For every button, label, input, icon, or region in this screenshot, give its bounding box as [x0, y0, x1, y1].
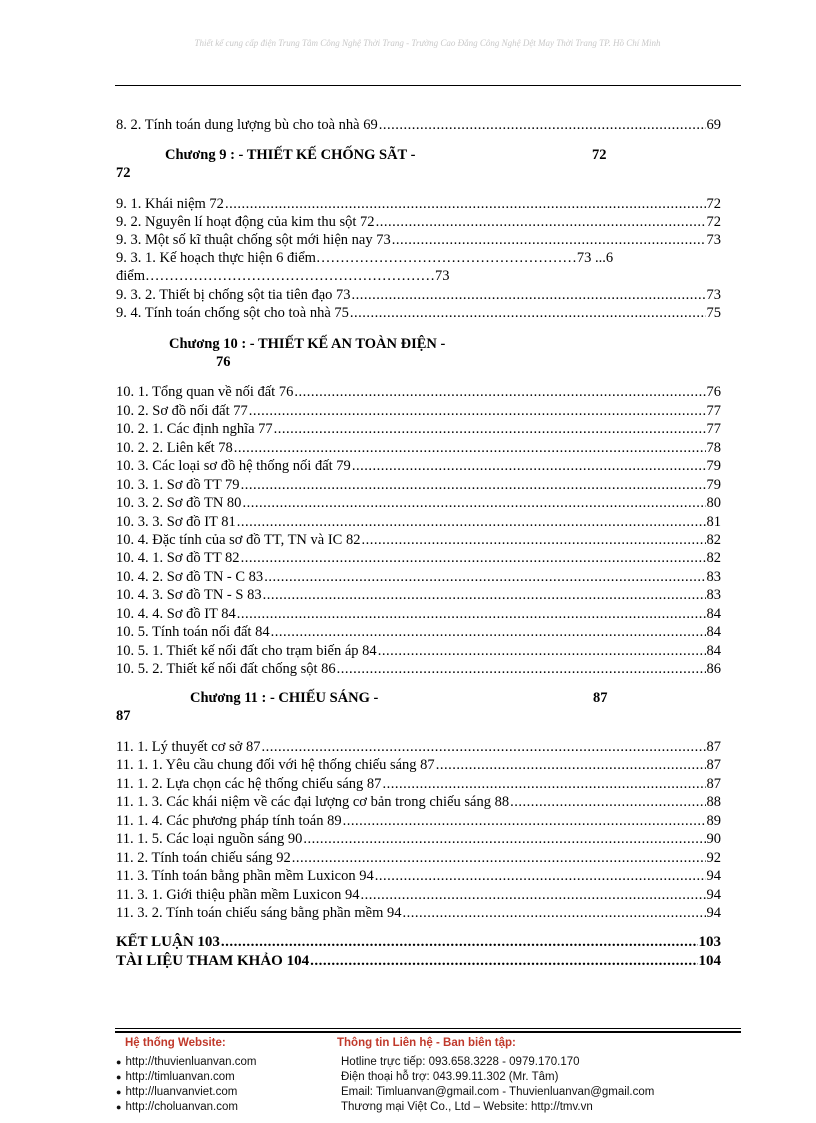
website-link[interactable]: ● http://thuvienluanvan.com [116, 1056, 257, 1068]
toc-entry-10-4-1[interactable]: 10. 4. 1. Sơ đồ TT 82 ..... 82 [116, 549, 721, 567]
chapter-10-page: 76 [216, 354, 231, 370]
footer-website-list [116, 1055, 257, 1115]
toc-entry-10-2-2[interactable]: 10. 2. 2. Liên kết 78 ..... 78 [116, 439, 721, 457]
website-link[interactable]: ● http://timluanvan.com [116, 1071, 235, 1083]
website-link[interactable]: ● http://choluanvan.com [116, 1101, 238, 1113]
toc-entry-10-4-3[interactable]: 10. 4. 3. Sơ đồ TN - S 83 ..... 83 [116, 586, 721, 604]
bullet-icon: ● [116, 1087, 122, 1097]
toc-entry-11-1-5[interactable]: 11. 1. 5. Các loại nguồn sáng 90 ..... 90 [116, 830, 721, 848]
toc-entry-9-3-1-line1[interactable]: 9. 3. 1. Kế hoạch thực hiện 6 điểm………………………………………………73 ...6 [116, 250, 614, 266]
toc-entry-ket-luan[interactable]: KẾT LUẬN 103 ..... 103 [116, 933, 721, 951]
footer-divider-thick [115, 1031, 741, 1033]
toc-entry-10-5-1[interactable]: 10. 5. 1. Thiết kế nối đất cho trạm biến áp 84 ..... 84 [116, 642, 721, 660]
bullet-icon: ● [116, 1057, 122, 1067]
chapter-9-page: 72 [592, 147, 607, 163]
chapter-11-page: 87 [593, 690, 608, 706]
page-header: Thiết kế cung cấp điện Trung Tâm Công Nghệ Thời Trang - Trường Cao Đẳng Công Nghệ Dệt May Thời Trang TP. Hồ Chí Minh [194, 38, 661, 48]
website-link[interactable]: ● http://luanvanviet.com [116, 1086, 238, 1098]
toc-entry-10-4-4[interactable]: 10. 4. 4. Sơ đồ IT 84 ..... 84 [116, 605, 721, 623]
toc-entry-9-2[interactable]: 9. 2. Nguyên lí hoạt động của kim thu sột 72 ..... 72 [116, 213, 721, 231]
toc-entry-11-3[interactable]: 11. 3. Tính toán bằng phần mềm Luxicon 94 ..... 94 [116, 867, 721, 885]
toc-entry-9-4[interactable]: 9. 4. Tính toán chống sột cho toà nhà 75 ..... 75 [116, 304, 721, 322]
toc-entry-10-4-2[interactable]: 10. 4. 2. Sơ đồ TN - C 83 ..... 83 [116, 568, 721, 586]
toc-entry-11-1[interactable]: 11. 1. Lý thuyết cơ sở 87 ..... 87 [116, 738, 721, 756]
toc-entry-10-3-2[interactable]: 10. 3. 2. Sơ đồ TN 80 ..... 80 [116, 494, 721, 512]
toc-entry-9-1[interactable]: 9. 1. Khái niệm 72 ..... 72 [116, 195, 721, 213]
toc-entry-10-1[interactable]: 10. 1. Tổng quan về nối đất 76 ..... 76 [116, 383, 721, 401]
footer-contact-heading: Thông tin Liên hệ - Ban biên tập: [337, 1037, 516, 1049]
toc-entry-11-1-4[interactable]: 11. 1. 4. Các phương pháp tính toán 89 ..... 89 [116, 812, 721, 830]
toc-entry-9-3-2[interactable]: 9. 3. 2. Thiết bị chống sột tia tiên đạo 73 ..... 73 [116, 286, 721, 304]
bullet-icon: ● [116, 1072, 122, 1082]
toc-entry-11-1-2[interactable]: 11. 1. 2. Lựa chọn các hệ thống chiếu sáng 87 ..... 87 [116, 775, 721, 793]
bullet-icon: ● [116, 1102, 122, 1112]
contact-phone: Điện thoại hỗ trợ: 043.99.11.302 (Mr. Tâm) [341, 1071, 559, 1083]
chapter-9-heading[interactable]: Chương 9 : - THIẾT KẾ CHỐNG SÃT - [165, 147, 416, 163]
footer-divider-thin [115, 1028, 741, 1029]
contact-company[interactable]: Thương mại Việt Co., Ltd – Website: http://tmv.vn [341, 1101, 593, 1113]
chapter-9-page-wrap: 72 [116, 165, 131, 181]
toc-entry-9-3[interactable]: 9. 3. Một số kĩ thuật chống sột mới hiện nay 73 ..... 73 [116, 231, 721, 249]
toc-entry-11-1-1[interactable]: 11. 1. 1. Yêu cầu chung đối với hệ thống chiếu sáng 87 ..... 87 [116, 756, 721, 774]
toc-entry-11-2[interactable]: 11. 2. Tính toán chiếu sáng 92 ..... 92 [116, 849, 721, 867]
footer-contact-list [341, 1055, 654, 1115]
chapter-11-heading[interactable]: Chương 11 : - CHIẾU SÁNG - [190, 690, 379, 706]
footer-websites-heading: Hệ thống Website: [125, 1037, 226, 1049]
toc-entry-10-2-1[interactable]: 10. 2. 1. Các định nghĩa 77 ..... 77 [116, 420, 721, 438]
header-divider [115, 85, 741, 86]
toc-entry-8-2[interactable]: 8. 2. Tính toán dung lượng bù cho toà nhà 69 ..... 69 [116, 116, 721, 134]
toc-entry-10-5[interactable]: 10. 5. Tính toán nối đất 84 ..... 84 [116, 623, 721, 641]
chapter-10-heading[interactable]: Chương 10 : - THIẾT KẾ AN TOÀN ĐIỆN - [169, 336, 446, 352]
toc-entry-10-2[interactable]: 10. 2. Sơ đồ nối đất 77 ..... 77 [116, 402, 721, 420]
toc-entry-10-3-3[interactable]: 10. 3. 3. Sơ đồ IT 81 ..... 81 [116, 513, 721, 531]
toc-entry-10-5-2[interactable]: 10. 5. 2. Thiết kế nối đất chống sột 86 ..... 86 [116, 660, 721, 678]
toc-entry-10-3[interactable]: 10. 3. Các loại sơ đồ hệ thống nối đất 79 ..... 79 [116, 457, 721, 475]
contact-email[interactable]: Email: Timluanvan@gmail.com - Thuvienluanvan@gmail.com [341, 1086, 655, 1098]
toc-entry-11-3-2[interactable]: 11. 3. 2. Tính toán chiếu sáng bằng phần mềm 94 ..... 94 [116, 904, 721, 922]
contact-hotline: Hotline trực tiếp: 093.658.3228 - 0979.170.170 [341, 1056, 580, 1068]
toc-entry-11-3-1[interactable]: 11. 3. 1. Giới thiệu phần mềm Luxicon 94 ..... 94 [116, 886, 721, 904]
toc-entry-9-3-1-line2[interactable]: điểm……………………………………………………73 [116, 268, 450, 284]
toc-entry-10-3-1[interactable]: 10. 3. 1. Sơ đồ TT 79 ..... 79 [116, 476, 721, 494]
chapter-11-page-wrap: 87 [116, 708, 131, 724]
toc-entry-11-1-3[interactable]: 11. 1. 3. Các khái niệm về các đại lượng cơ bản trong chiếu sáng 88 ..... 88 [116, 793, 721, 811]
toc-entry-tai-lieu[interactable]: TÀI LIỆU THAM KHẢO 104 ..... 104 [116, 952, 721, 970]
toc-entry-10-4[interactable]: 10. 4. Đặc tính của sơ đồ TT, TN và IC 82 ..... 82 [116, 531, 721, 549]
